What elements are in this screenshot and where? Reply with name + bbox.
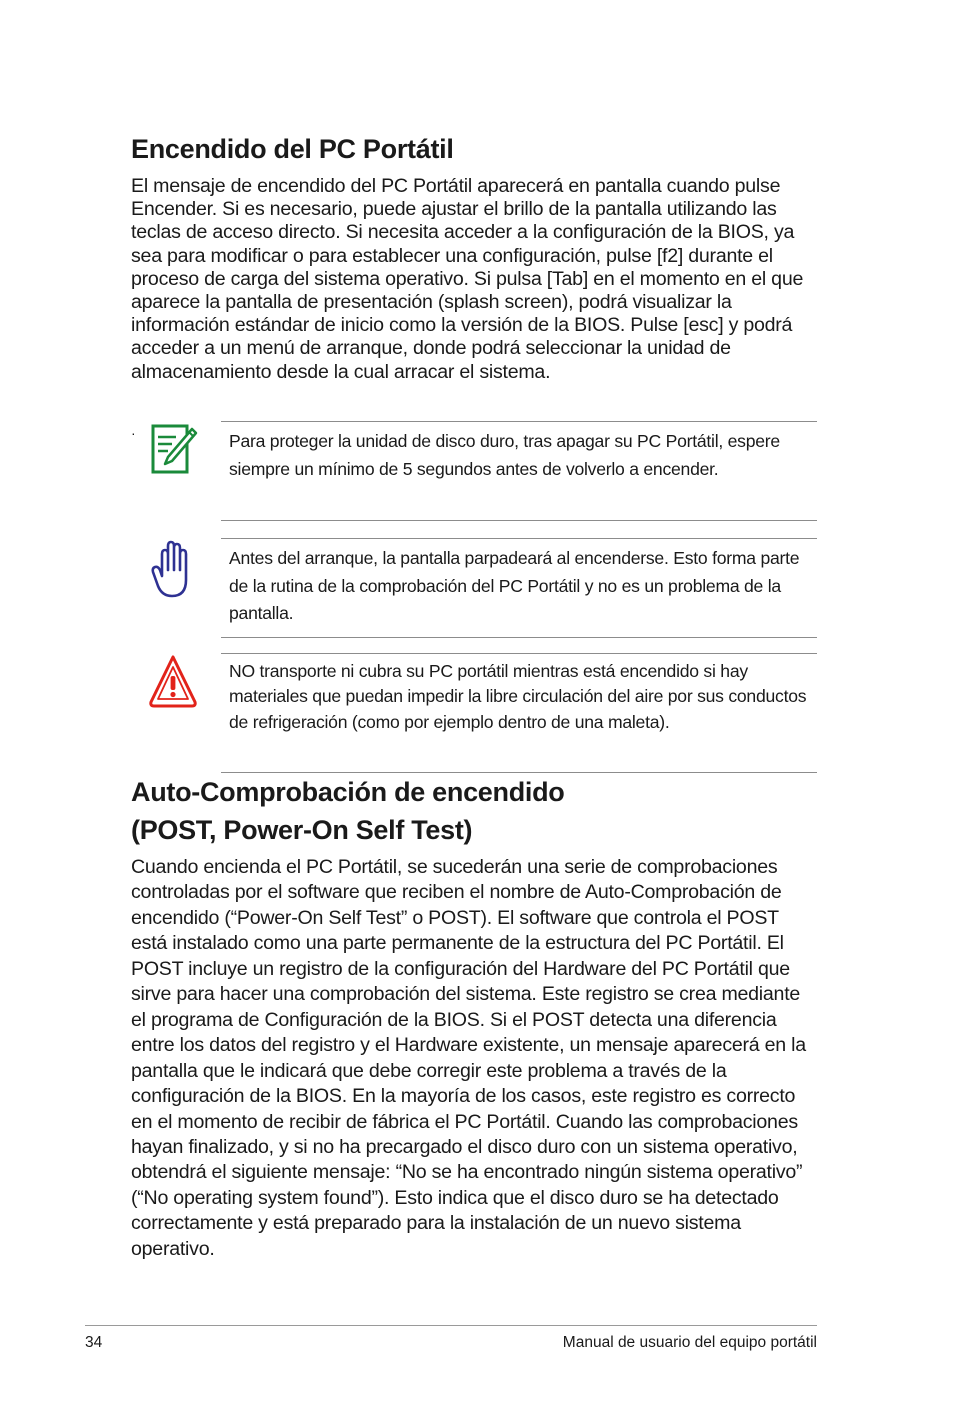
note-divider bbox=[221, 538, 817, 539]
section-title-post-line1: Auto-Comprobación de encendido bbox=[131, 777, 565, 807]
note-divider-bottom bbox=[221, 772, 817, 773]
stray-bullet: · bbox=[131, 425, 136, 441]
stop-hand-icon bbox=[150, 540, 194, 600]
section-paragraph-post: Cuando encienda el PC Portátil, se sucederán una serie de comprobaciones controladas por el software que reciben el nombre de Auto-Comprobación de encendido (“Power-On Self Test” o POST). El software que controla el POST está instalado como una parte permanente de la estructura del PC Portátil. El POST incluye un registro de la configuración del Hardware del PC Portátil que sirve para hacer una comprobación del sistema. Este registro se crea mediante el programa de Configuración de la BIOS. Si el POST detecta una diferencia entre los datos del registro y el Hardware existente, un mensaje aparecerá en la pantalla que le indicará que debe corregir este problema a través de la configuración de la BIOS. En la mayoría de los casos, este registro es correcto en el momento de recibir de fábrica el PC Portátil. Cuando las comprobaciones hayan finalizado, y si no ha precargado el disco duro con un sistema operativo, obtendrá el siguiente mensaje: “No se ha encontrado ningún sistema operativo” (“No operating system found”). Esto indica que el disco duro se ha detectado correctamente y está preparado para la instalación de un nuevo sistema operativo. bbox=[131, 856, 806, 1260]
page-number: 34 bbox=[85, 1334, 103, 1351]
note-pencil-icon bbox=[150, 423, 198, 477]
note-divider bbox=[221, 653, 817, 654]
note-text-ventilation-warning: NO transporte ni cubra su PC portátil mientras está encendido si hay materiales que puedan impedir la libre circulación del aire por sus conductos de refrigeración (como por ejemplo dentro de una maleta). bbox=[229, 661, 807, 732]
note-text-disk-protect: Para proteger la unidad de disco duro, tras apagar su PC Portátil, espere siempre un mínimo de 5 segundos antes de volverlo a encender. bbox=[229, 431, 780, 479]
section-title-power-on: Encendido del PC Portátil bbox=[131, 134, 454, 164]
manual-title: Manual de usuario del equipo portátil bbox=[562, 1334, 817, 1351]
section-paragraph-power-on: El mensaje de encendido del PC Portátil aparecerá en pantalla cuando pulse Encender. Si es necesario, puede ajustar el brillo de la pantalla utilizando las teclas de acceso directo. Si necesita acceder a la configuración de la BIOS, ya sea para modificar o para establecer una configuración, pulse [f2] durante el proceso de carga del sistema operativo. Si pulsa [Tab] en el momento en el que aparece la pantalla de presentación (splash screen), podrá visualizar la información estándar de inicio como la versión de la BIOS. Pulse [esc] y podrá acceder a un menú de arranque, donde podrá seleccionar la unidad de almacenamiento desde la cual arracar el sistema. bbox=[131, 175, 804, 383]
note-divider bbox=[221, 637, 817, 638]
note-divider bbox=[221, 520, 817, 521]
note-divider-top bbox=[221, 421, 817, 422]
footer-divider bbox=[85, 1325, 817, 1326]
note-text-screen-flicker: Antes del arranque, la pantalla parpadeará al encenderse. Esto forma parte de la rutina de la comprobación del PC Portátil y no es un problema de la pantalla. bbox=[229, 548, 800, 623]
section-title-post-line2: (POST, Power-On Self Test) bbox=[131, 815, 473, 845]
warning-triangle-icon bbox=[148, 654, 198, 710]
